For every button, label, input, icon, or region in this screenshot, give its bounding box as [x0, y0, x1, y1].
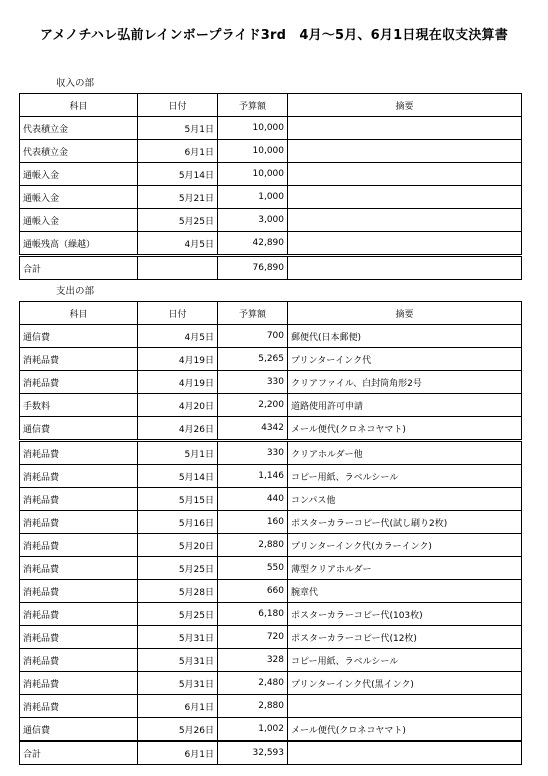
- cell-amount: 330: [218, 371, 288, 394]
- cell-item: 消耗品費: [20, 371, 138, 394]
- cell-date: 5月14日: [138, 163, 218, 186]
- cell-date: 5月25日: [138, 209, 218, 232]
- cell-item: 代表積立金: [20, 140, 138, 163]
- cell-date: 5月31日: [138, 672, 218, 695]
- table-row: [20, 488, 522, 511]
- cell-date: 5月14日: [138, 465, 218, 488]
- cell-note: [288, 140, 522, 163]
- header-date: 日付: [138, 94, 218, 117]
- cell-amount: 720: [218, 626, 288, 649]
- cell-date: 6月1日: [138, 695, 218, 718]
- cell-note: 腕章代: [288, 580, 522, 603]
- cell-note: [288, 186, 522, 209]
- cell-note: ポスターカラーコピー代(試し刷り2枚): [288, 511, 522, 534]
- cell-date: 5月1日: [138, 117, 218, 140]
- cell-item: 消耗品費: [20, 441, 138, 465]
- cell-note: ポスターカラーコピー代(103枚): [288, 603, 522, 626]
- cell-item: 通帳入金: [20, 209, 138, 232]
- cell-note: メール便代(クロネコヤマト): [288, 417, 522, 441]
- table-row: [20, 325, 522, 348]
- cell-amount: 4342: [218, 417, 288, 441]
- cell-date: 4月5日: [138, 325, 218, 348]
- cell-date: 5月28日: [138, 580, 218, 603]
- cell-date: 5月25日: [138, 557, 218, 580]
- table-row: [20, 417, 522, 441]
- cell-amount: 160: [218, 511, 288, 534]
- cell-amount: 328: [218, 649, 288, 672]
- cell-date: 5月25日: [138, 603, 218, 626]
- table-row: [20, 348, 522, 371]
- income-section-label: 収入の部: [56, 78, 95, 89]
- cell-date: 5月26日: [138, 718, 218, 742]
- table-row: [20, 718, 522, 742]
- cell-amount: 10,000: [218, 140, 288, 163]
- cell-item: 通帳入金: [20, 186, 138, 209]
- cell-item: 消耗品費: [20, 511, 138, 534]
- cell-date: [138, 256, 218, 280]
- cell-note: プリンターインク代: [288, 348, 522, 371]
- cell-amount: 2,200: [218, 394, 288, 417]
- cell-item: 消耗品費: [20, 580, 138, 603]
- cell-note: 道路使用許可申請: [288, 394, 522, 417]
- header-amount: 予算額: [218, 302, 288, 325]
- cell-date: 5月20日: [138, 534, 218, 557]
- cell-date: 4月19日: [138, 348, 218, 371]
- cell-amount: 440: [218, 488, 288, 511]
- cell-amount: 1,000: [218, 186, 288, 209]
- table-row: [20, 117, 522, 140]
- table-row: [20, 232, 522, 256]
- table-row: [20, 441, 522, 465]
- cell-note: [288, 256, 522, 280]
- cell-date: 5月31日: [138, 626, 218, 649]
- header-note: 摘要: [288, 94, 522, 117]
- cell-item: 消耗品費: [20, 672, 138, 695]
- cell-amount: 6,180: [218, 603, 288, 626]
- cell-item: 合計: [20, 256, 138, 280]
- income-header-row: [20, 94, 522, 117]
- cell-amount: 330: [218, 441, 288, 465]
- cell-date: 4月5日: [138, 232, 218, 256]
- cell-note: クリアホルダー他: [288, 441, 522, 465]
- cell-amount: 700: [218, 325, 288, 348]
- cell-date: 5月16日: [138, 511, 218, 534]
- cell-amount: 76,890: [218, 256, 288, 280]
- cell-note: 薄型クリアホルダー: [288, 557, 522, 580]
- cell-amount: 2,880: [218, 695, 288, 718]
- cell-item: 消耗品費: [20, 465, 138, 488]
- cell-note: [288, 695, 522, 718]
- table-row: [20, 371, 522, 394]
- cell-item: 消耗品費: [20, 534, 138, 557]
- page-title: アメノチハレ弘前レインボープライド3rd 4月～5月、6月1日現在収支決算書: [40, 28, 508, 43]
- cell-note: [288, 209, 522, 232]
- cell-item: 消耗品費: [20, 649, 138, 672]
- cell-item: 代表積立金: [20, 117, 138, 140]
- cell-note: ポスターカラーコピー代(12枚): [288, 626, 522, 649]
- table-row: [20, 580, 522, 603]
- cell-note: プリンターインク代(黒インク): [288, 672, 522, 695]
- cell-note: [288, 163, 522, 186]
- total-row: [20, 256, 522, 280]
- header-item: 科目: [20, 302, 138, 325]
- cell-amount: 42,890: [218, 232, 288, 256]
- cell-item: 消耗品費: [20, 603, 138, 626]
- table-row: [20, 163, 522, 186]
- cell-amount: 10,000: [218, 163, 288, 186]
- cell-amount: 1,002: [218, 718, 288, 742]
- cell-amount: 32,593: [218, 741, 288, 765]
- table-row: [20, 603, 522, 626]
- cell-date: 6月1日: [138, 741, 218, 765]
- cell-item: 通帳入金: [20, 163, 138, 186]
- cell-note: 郵便代(日本郵便): [288, 325, 522, 348]
- expense-table: [19, 301, 522, 765]
- expense-section-label: 支出の部: [56, 286, 95, 297]
- table-row: [20, 394, 522, 417]
- cell-amount: 2,880: [218, 534, 288, 557]
- cell-item: 消耗品費: [20, 488, 138, 511]
- cell-date: 4月20日: [138, 394, 218, 417]
- cell-amount: 2,480: [218, 672, 288, 695]
- header-amount: 予算額: [218, 94, 288, 117]
- cell-date: 6月1日: [138, 140, 218, 163]
- header-note: 摘要: [288, 302, 522, 325]
- cell-amount: 1,146: [218, 465, 288, 488]
- cell-amount: 3,000: [218, 209, 288, 232]
- cell-note: クリアファイル、白封筒角形2号: [288, 371, 522, 394]
- cell-item: 消耗品費: [20, 626, 138, 649]
- table-row: [20, 465, 522, 488]
- cell-note: [288, 117, 522, 140]
- table-row: [20, 649, 522, 672]
- cell-note: プリンターインク代(カラーインク): [288, 534, 522, 557]
- cell-item: 通帳残高（繰越）: [20, 232, 138, 256]
- table-row: [20, 695, 522, 718]
- table-row: [20, 140, 522, 163]
- cell-item: 通信費: [20, 718, 138, 742]
- cell-date: 4月26日: [138, 417, 218, 441]
- cell-note: コピー用紙、ラベルシール: [288, 649, 522, 672]
- cell-date: 4月19日: [138, 371, 218, 394]
- table-row: [20, 557, 522, 580]
- cell-note: コンパス他: [288, 488, 522, 511]
- cell-date: 5月31日: [138, 649, 218, 672]
- cell-item: 消耗品費: [20, 557, 138, 580]
- cell-note: メール便代(クロネコヤマト): [288, 718, 522, 742]
- cell-item: 通信費: [20, 325, 138, 348]
- income-table: [19, 93, 522, 280]
- cell-date: 5月21日: [138, 186, 218, 209]
- expense-header-row: [20, 302, 522, 325]
- header-item: 科目: [20, 94, 138, 117]
- cell-amount: 660: [218, 580, 288, 603]
- cell-item: 手数料: [20, 394, 138, 417]
- cell-note: [288, 741, 522, 765]
- table-row: [20, 209, 522, 232]
- cell-amount: 10,000: [218, 117, 288, 140]
- table-row: [20, 511, 522, 534]
- cell-item: 消耗品費: [20, 695, 138, 718]
- cell-note: コピー用紙、ラベルシール: [288, 465, 522, 488]
- cell-item: 通信費: [20, 417, 138, 441]
- cell-date: 5月1日: [138, 441, 218, 465]
- table-row: [20, 672, 522, 695]
- cell-amount: 5,265: [218, 348, 288, 371]
- cell-item: 消耗品費: [20, 348, 138, 371]
- cell-item: 合計: [20, 741, 138, 765]
- header-date: 日付: [138, 302, 218, 325]
- table-row: [20, 626, 522, 649]
- cell-amount: 550: [218, 557, 288, 580]
- table-row: [20, 534, 522, 557]
- total-row: [20, 741, 522, 765]
- cell-date: 5月15日: [138, 488, 218, 511]
- table-row: [20, 186, 522, 209]
- cell-note: [288, 232, 522, 256]
